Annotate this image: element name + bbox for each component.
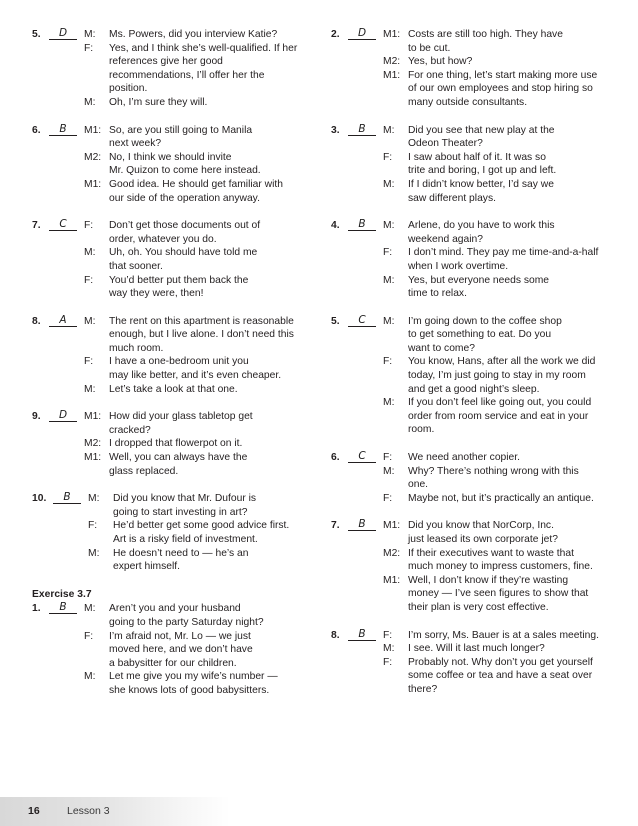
utterance-line: If their executives want to waste that: [408, 547, 574, 559]
answer-blank: [347, 219, 383, 233]
utterance-line: position.: [109, 83, 148, 95]
utterance-line: Good idea. He should get familiar with: [109, 178, 283, 190]
utterance-line: Did you see that new play at the: [408, 124, 555, 136]
utterance-line: Mr. Quizon to come here instead.: [109, 165, 261, 177]
utterance: [408, 451, 629, 465]
speaker-label: M:: [84, 603, 96, 615]
item-number: 8.: [331, 629, 340, 641]
item-number: 5.: [331, 315, 340, 327]
utterance-line: time to relax.: [408, 288, 467, 300]
utterance-line: Did you know that NorCorp, Inc.: [408, 520, 554, 532]
utterance: [109, 124, 312, 151]
answer-blank: [48, 315, 84, 329]
utterance-line: Well, you can always have the: [109, 452, 248, 464]
handwritten-answer: B: [358, 518, 366, 531]
right-items: [331, 28, 629, 697]
speaker-label: M1:: [84, 178, 102, 190]
dialogue-lines: [84, 315, 312, 397]
utterance-line: she knows lots of good babysitters.: [109, 684, 270, 696]
dialogue-line: [383, 151, 629, 178]
utterance-line: Art is a risky field of investment.: [113, 534, 258, 545]
utterance-line: when I work overtime.: [408, 260, 509, 272]
utterance-line: going to start investing in art?: [113, 506, 248, 518]
utterance-line: weekend again?: [408, 233, 483, 245]
dialogue-line: [383, 642, 629, 656]
lesson-label: Lesson 3: [67, 805, 110, 817]
answer-blank: [347, 124, 383, 138]
dialogue-lines: [88, 492, 312, 574]
dialogue-line: [383, 274, 629, 301]
utterance: [109, 451, 312, 478]
answer-blank: [48, 410, 84, 424]
utterance-line: order from room service and eat in your: [408, 410, 589, 422]
utterance-line: Why? There’s nothing wrong with this: [408, 465, 579, 477]
utterance: [408, 178, 629, 205]
speaker-label: M1:: [84, 452, 102, 464]
speaker-label: F:: [383, 247, 393, 259]
dialogue-item: [32, 315, 312, 397]
speaker-label: F:: [84, 356, 94, 368]
dialogue-item: [331, 629, 629, 697]
dialogue-line: [84, 383, 312, 397]
utterance: [408, 396, 629, 437]
utterance: [109, 42, 312, 96]
dialogue-item: [32, 28, 312, 110]
dialogue-line: [84, 451, 312, 478]
item-number: 7.: [331, 520, 340, 532]
utterance-line: there?: [408, 683, 438, 695]
dialogue-line: [383, 246, 629, 273]
item-number: 6.: [331, 452, 340, 464]
answer-blank: [347, 519, 383, 533]
utterance-line: If I didn’t know better, I’d say we: [408, 178, 554, 190]
handwritten-answer: B: [358, 627, 366, 640]
dialogue-line: [383, 396, 629, 437]
utterance: [113, 547, 312, 574]
utterance-line: cracked?: [109, 424, 151, 436]
speaker-label: M:: [383, 397, 395, 409]
dialogue-line: [84, 178, 312, 205]
dialogue-line: [383, 315, 629, 356]
answer-blank: [48, 28, 84, 42]
utterance-line: to be cut.: [408, 42, 451, 54]
item-number: 4.: [331, 220, 340, 232]
utterance-line: recommendations, I’ll offer her the: [109, 69, 265, 81]
utterance-line: Yes, and I think she’s well-qualified. If her: [109, 42, 298, 54]
speaker-label: M:: [383, 643, 395, 655]
speaker-label: M2:: [383, 547, 401, 559]
dialogue-line: [383, 547, 629, 574]
dialogue-lines: [84, 124, 312, 206]
right-column: [331, 28, 629, 697]
item-number: 6.: [32, 124, 41, 136]
dialogue-lines: [383, 219, 629, 301]
speaker-label: F:: [383, 492, 393, 504]
utterance: [408, 574, 629, 615]
handwritten-answer: D: [58, 27, 68, 39]
dialogue-line: [383, 451, 629, 465]
answer-blank: [48, 602, 84, 616]
handwritten-answer: B: [358, 122, 366, 135]
speaker-label: M:: [383, 465, 395, 477]
speaker-label: M:: [84, 247, 96, 259]
handwritten-answer: B: [59, 122, 67, 135]
utterance: [109, 383, 312, 397]
utterance-line: much room.: [109, 342, 164, 354]
utterance-line: I have a one-bedroom unit you: [109, 356, 249, 368]
utterance: [109, 410, 312, 437]
dialogue-line: [84, 274, 312, 301]
dialogue-line: [383, 55, 629, 69]
utterance-line: Arlene, do you have to work this: [408, 220, 555, 232]
dialogue-line: [84, 437, 312, 451]
utterance-line: Odeon Theater?: [408, 138, 483, 150]
utterance-line: references give her good: [109, 56, 223, 68]
item-number: 1.: [32, 603, 41, 615]
handwritten-answer: B: [59, 601, 67, 614]
dialogue-lines: [383, 315, 629, 437]
utterance-line: Ms. Powers, did you interview Katie?: [109, 29, 278, 40]
utterance-line: So, are you still going to Manila: [109, 124, 253, 136]
utterance-line: room.: [408, 424, 435, 436]
item-number: 3.: [331, 124, 340, 136]
speaker-label: M:: [84, 29, 96, 40]
utterance-line: I’m going down to the coffee shop: [408, 315, 562, 327]
utterance-line: Aren’t you and your husband: [109, 603, 241, 615]
speaker-label: F:: [84, 42, 94, 54]
dialogue-line: [383, 519, 629, 546]
utterance: [408, 629, 629, 643]
utterance-line: order, whatever you do.: [109, 233, 217, 245]
dialogue-item: [32, 219, 312, 301]
dialogue-line: [88, 492, 312, 519]
utterance-line: Oh, I’m sure they will.: [109, 96, 208, 108]
answer-blank: [347, 28, 383, 42]
utterance: [408, 69, 629, 110]
utterance: [109, 670, 312, 697]
dialogue-line: [84, 602, 312, 629]
utterance: [408, 547, 629, 574]
speaker-label: M1:: [84, 124, 102, 136]
utterance-line: Did you know that Mr. Dufour is: [113, 493, 257, 505]
speaker-label: M2:: [383, 56, 401, 68]
dialogue-item: [331, 124, 629, 206]
speaker-label: M:: [84, 383, 96, 395]
dialogue-line: [383, 178, 629, 205]
dialogue-lines: [383, 124, 629, 206]
speaker-label: M:: [84, 315, 96, 327]
item-number: 8.: [32, 315, 41, 327]
item-number: 5.: [32, 29, 41, 40]
utterance-line: that sooner.: [109, 260, 163, 272]
utterance-line: You know, Hans, after all the work we did: [408, 356, 596, 368]
speaker-label: F:: [383, 356, 393, 368]
utterance-line: want to come?: [408, 342, 475, 354]
speaker-label: M:: [84, 96, 96, 108]
dialogue-lines: [383, 519, 629, 614]
dialogue-line: [84, 670, 312, 697]
exercise-items: [32, 602, 312, 697]
item-number: 7.: [32, 220, 41, 232]
speaker-label: F:: [84, 220, 94, 232]
utterance-line: saw different plays.: [408, 192, 496, 204]
dialogue-item: [331, 315, 629, 437]
utterance: [408, 656, 629, 697]
dialogue-line: [383, 574, 629, 615]
dialogue-item: [331, 219, 629, 301]
item-number: 9.: [32, 411, 41, 423]
utterance-line: of our own employees and stop hiring so: [408, 83, 593, 95]
utterance: [109, 178, 312, 205]
dialogue-line: [84, 219, 312, 246]
utterance-line: Uh, oh. You should have told me: [109, 247, 258, 259]
dialogue-item: [331, 28, 629, 110]
utterance: [113, 519, 312, 546]
utterance: [109, 219, 312, 246]
handwritten-answer: D: [357, 27, 367, 39]
utterance: [408, 274, 629, 301]
utterance-line: today, I’m just going to stay in my room: [408, 370, 586, 382]
dialogue-item: [32, 410, 312, 478]
answer-blank: [48, 124, 84, 138]
utterance-line: many outside consultants.: [408, 96, 528, 108]
dialogue-line: [383, 492, 629, 506]
utterance-line: their plan is very cost effective.: [408, 601, 549, 613]
utterance-line: I dropped that flowerpot on it.: [109, 438, 243, 450]
utterance-line: glass replaced.: [109, 465, 179, 477]
speaker-label: M:: [383, 315, 395, 327]
speaker-label: M1:: [84, 411, 102, 423]
speaker-label: M1:: [383, 29, 401, 40]
utterance: [109, 274, 312, 301]
answer-blank: [52, 492, 88, 506]
dialogue-item: [331, 519, 629, 614]
dialogue-line: [383, 355, 629, 396]
dialogue-line: [84, 42, 312, 96]
speaker-label: M:: [383, 220, 395, 232]
dialogue-line: [84, 315, 312, 356]
dialogue-item: [331, 451, 629, 505]
utterance-line: money — I’ve seen figures to show that: [408, 588, 589, 600]
speaker-label: F:: [84, 630, 94, 642]
utterance: [408, 219, 629, 246]
utterance: [109, 151, 312, 178]
handwritten-answer: B: [63, 491, 71, 504]
speaker-label: M2:: [84, 438, 102, 450]
dialogue-line: [383, 124, 629, 151]
utterance-line: Costs are still too high. They have: [408, 29, 563, 40]
item-number: 10.: [32, 493, 47, 505]
utterance-line: If you don’t feel like going out, you could: [408, 397, 592, 409]
utterance: [109, 355, 312, 382]
utterance-line: Let me give you my wife’s number —: [109, 671, 278, 683]
dialogue-lines: [84, 410, 312, 478]
page-number: 16: [28, 805, 40, 817]
dialogue-lines: [84, 602, 312, 697]
dialogue-lines: [383, 28, 629, 110]
utterance-line: I’m afraid not, Mr. Lo — we just: [109, 630, 251, 642]
utterance-line: Yes, but everyone needs some: [408, 274, 550, 286]
utterance-line: just leased its own corporate jet?: [408, 534, 558, 545]
utterance-line: How did your glass tabletop get: [109, 411, 253, 423]
dialogue-line: [84, 355, 312, 382]
utterance-line: one.: [408, 479, 429, 491]
handwritten-answer: D: [58, 409, 68, 422]
utterance-line: and get a good night’s sleep.: [408, 383, 540, 395]
item-number: 2.: [331, 29, 340, 40]
utterance: [408, 28, 629, 55]
utterance-line: to get something to eat. Do you: [408, 329, 552, 341]
dialogue-line: [84, 246, 312, 273]
dialogue-item: [32, 602, 312, 697]
handwritten-answer: C: [358, 450, 366, 463]
utterance: [109, 28, 312, 42]
dialogue-line: [84, 96, 312, 110]
speaker-label: M1:: [383, 520, 401, 532]
utterance-line: I saw about half of it. It was so: [408, 151, 546, 163]
utterance-line: next week?: [109, 138, 162, 150]
dialogue-line: [84, 124, 312, 151]
speaker-label: M:: [383, 274, 395, 286]
utterance-line: Yes, but how?: [408, 56, 473, 68]
utterance: [109, 96, 312, 110]
utterance: [408, 315, 629, 356]
answer-blank: [347, 315, 383, 329]
utterance-line: trite and boring, I got up and left.: [408, 165, 557, 177]
utterance: [109, 437, 312, 451]
utterance: [408, 465, 629, 492]
dialogue-item: [32, 124, 312, 206]
dialogue-line: [383, 656, 629, 697]
left-items: [32, 28, 312, 574]
utterance-line: Probably not. Why don’t you get yourself: [408, 656, 593, 668]
utterance-line: We need another copier.: [408, 452, 521, 464]
utterance: [408, 151, 629, 178]
utterance: [109, 315, 312, 356]
utterance: [408, 246, 629, 273]
dialogue-line: [84, 410, 312, 437]
utterance-line: much money to impress customers, fine.: [408, 561, 593, 573]
dialogue-lines: [84, 28, 312, 110]
utterance: [408, 519, 629, 546]
speaker-label: M:: [383, 124, 395, 136]
utterance-line: a babysitter for our children.: [109, 657, 237, 669]
exercise-heading: Exercise 3.7: [32, 588, 92, 600]
utterance-line: Well, I don’t know if they’re wasting: [408, 574, 569, 586]
utterance: [408, 642, 629, 656]
utterance: [109, 246, 312, 273]
utterance-line: enough, but I live alone. I don’t need this: [109, 329, 294, 341]
utterance: [408, 124, 629, 151]
dialogue-lines: [383, 629, 629, 697]
speaker-label: M:: [84, 671, 96, 683]
speaker-label: F:: [88, 520, 98, 532]
speaker-label: M1:: [383, 69, 401, 81]
utterance-line: going to the party Saturday night?: [109, 616, 264, 628]
dialogue-line: [84, 28, 312, 42]
dialogue-lines: [84, 219, 312, 301]
dialogue-line: [383, 465, 629, 492]
speaker-label: F:: [84, 274, 94, 286]
utterance-line: some coffee or tea and have a seat over: [408, 670, 593, 682]
dialogue-line: [383, 28, 629, 55]
utterance-line: may like better, and it’s even cheaper.: [109, 370, 282, 382]
utterance-line: our side of the operation anyway.: [109, 192, 260, 204]
speaker-label: M:: [88, 493, 100, 505]
utterance: [408, 55, 629, 69]
utterance: [113, 492, 312, 519]
handwritten-answer: C: [59, 218, 67, 231]
utterance: [109, 630, 312, 671]
answer-blank: [347, 629, 383, 643]
utterance-line: moved here, and we don’t have: [109, 644, 253, 656]
utterance-line: I’m sorry, Ms. Bauer is at a sales meeting.: [408, 629, 599, 641]
utterance-line: I don’t mind. They pay me time-and-a-half: [408, 247, 599, 259]
utterance-line: expert himself.: [113, 561, 180, 573]
dialogue-line: [383, 219, 629, 246]
speaker-label: M2:: [84, 151, 102, 163]
utterance-line: For one thing, let’s start making more use: [408, 69, 598, 81]
dialogue-line: [84, 630, 312, 671]
utterance: [408, 355, 629, 396]
speaker-label: M:: [88, 547, 100, 559]
speaker-label: F:: [383, 151, 393, 163]
speaker-label: M:: [383, 178, 395, 190]
dialogue-line: [383, 629, 629, 643]
speaker-label: F:: [383, 656, 393, 668]
dialogue-line: [88, 519, 312, 546]
speaker-label: M1:: [383, 574, 401, 586]
utterance: [109, 602, 312, 629]
utterance-line: You’d better put them back the: [109, 274, 249, 286]
handwritten-answer: A: [59, 313, 67, 326]
dialogue-line: [383, 69, 629, 110]
dialogue-line: [84, 151, 312, 178]
utterance-line: He’d better get some good advice first.: [113, 520, 290, 532]
answer-blank: [48, 219, 84, 233]
utterance-line: way they were, then!: [109, 288, 204, 300]
utterance-line: I see. Will it last much longer?: [408, 643, 545, 655]
utterance: [408, 492, 629, 506]
utterance-line: No, I think we should invite: [109, 151, 232, 163]
utterance-line: The rent on this apartment is reasonable: [109, 315, 294, 327]
utterance-line: Don’t get those documents out of: [109, 220, 261, 232]
utterance-line: He doesn’t need to — he’s an: [113, 547, 249, 559]
answer-blank: [347, 451, 383, 465]
utterance-line: Let’s take a look at that one.: [109, 383, 238, 395]
dialogue-item: [32, 492, 312, 574]
utterance-line: Maybe not, but it’s practically an antique.: [408, 492, 594, 504]
speaker-label: F:: [383, 452, 393, 464]
handwritten-answer: C: [358, 313, 366, 326]
left-column: [32, 28, 312, 698]
speaker-label: F:: [383, 629, 393, 641]
dialogue-line: [88, 547, 312, 574]
dialogue-lines: [383, 451, 629, 505]
handwritten-answer: B: [358, 218, 366, 231]
